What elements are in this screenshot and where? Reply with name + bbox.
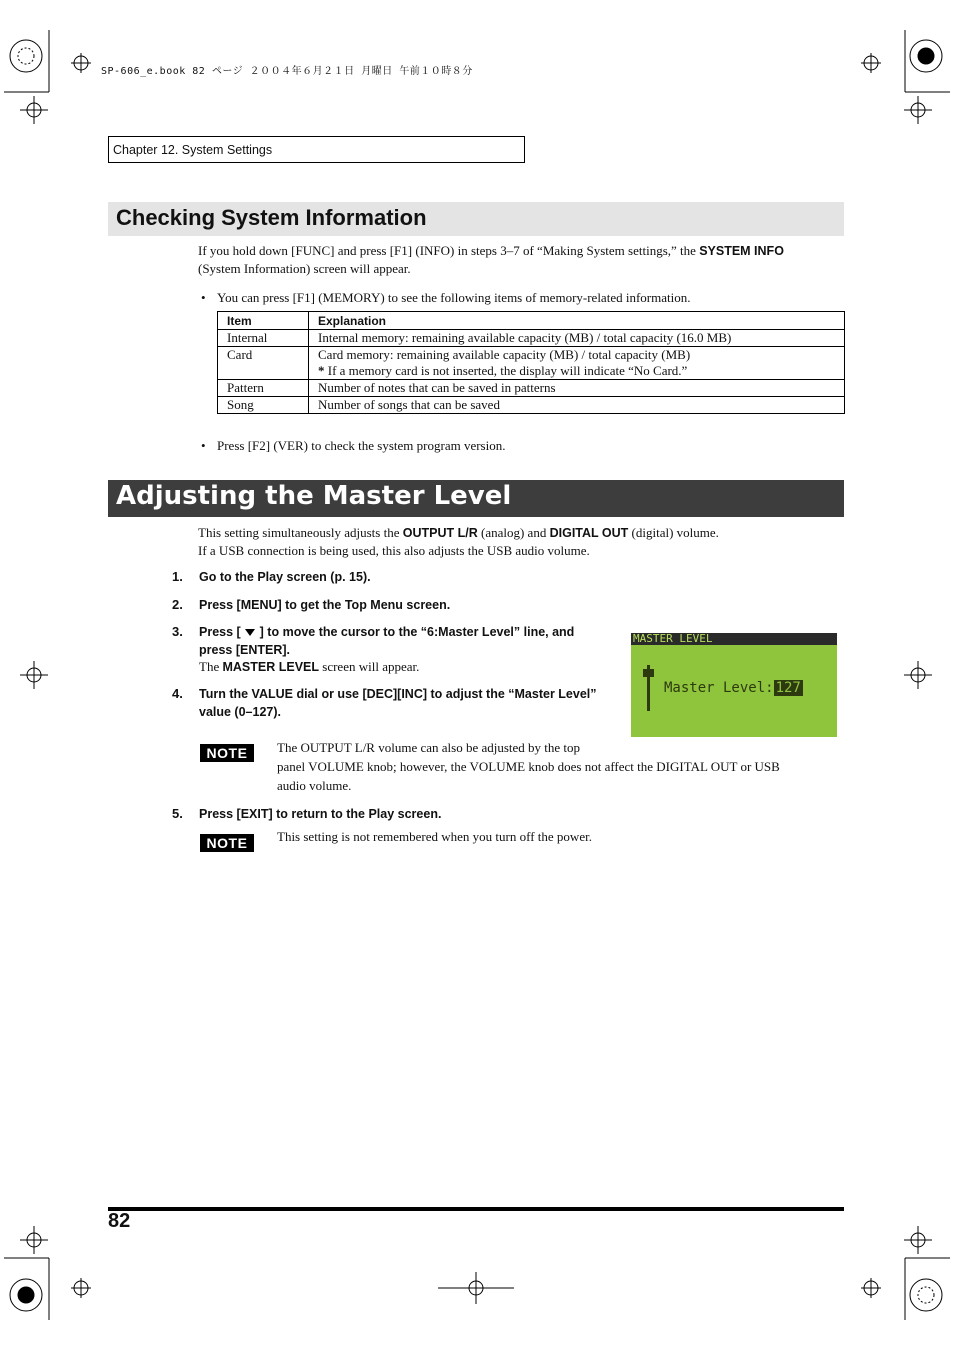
section1-intro bbox=[198, 242, 838, 278]
level-slider-icon bbox=[643, 663, 655, 713]
bullet-memory: • You can press [F1] (MEMORY) to see the following items of memory-related information. bbox=[201, 290, 691, 305]
note-badge: NOTE bbox=[200, 744, 254, 762]
note-text: This setting is not remembered when you turn off the power. bbox=[277, 829, 592, 844]
step-text: Turn the VALUE dial or use [DEC][INC] to adjust the “Master Level” value (0–127). bbox=[199, 687, 597, 719]
intro-text: If you hold down [FUNC] and press [F1] (INFO) in steps 3–7 of “Making System settings,” the bbox=[198, 243, 700, 258]
down-arrow-icon bbox=[244, 628, 256, 637]
step-number: 2. bbox=[172, 597, 183, 612]
step-subtext: The MASTER LEVEL screen will appear. bbox=[199, 659, 420, 674]
registration-mark-icon bbox=[910, 1279, 942, 1311]
section2-intro: This setting simultaneously adjusts the OUTPUT L/R (analog) and DIGITAL OUT (digital) volume. If a USB connection is being used, this also adjusts the USB audio volume. bbox=[198, 525, 719, 558]
lcd-master-level-value: 127 bbox=[775, 680, 801, 696]
table-header: Item bbox=[218, 312, 309, 330]
note-badge: NOTE bbox=[200, 834, 254, 852]
table-row: Song Number of songs that can be saved bbox=[218, 397, 845, 414]
table-row: Internal Internal memory: remaining available capacity (MB) / total capacity (16.0 MB) bbox=[218, 330, 845, 347]
table-row: Pattern Number of notes that can be saved in patterns bbox=[218, 380, 845, 397]
section-heading-system-info: Checking System Information bbox=[108, 202, 844, 236]
footer-rule bbox=[108, 1207, 844, 1211]
step-text: Press [MENU] to get the Top Menu screen. bbox=[199, 598, 451, 612]
master-level-lcd-screen bbox=[631, 633, 837, 737]
lcd-title: MASTER LEVEL bbox=[631, 633, 837, 645]
step-number: 1. bbox=[172, 569, 183, 584]
lcd-master-level: Master Level: 127 bbox=[664, 680, 801, 696]
intro-text-2: (System Information) screen will appear. bbox=[198, 261, 411, 276]
print-header: SP-606_e.book 82 ページ ２００４年６月２１日 月曜日 午前１０時８分 bbox=[101, 66, 473, 77]
step-text: Press [EXIT] to return to the Play screen. bbox=[199, 807, 442, 821]
table-header: Explanation bbox=[309, 312, 845, 330]
intro-bold: SYSTEM INFO bbox=[699, 244, 784, 258]
memory-info-table bbox=[217, 311, 845, 414]
bullet-version: • Press [F2] (VER) to check the system program version. bbox=[201, 438, 506, 453]
table-row: Card Card memory: remaining available capacity (MB) / total capacity (MB) * If a memory card is not inserted, the display will indicate “No Card.” bbox=[218, 347, 845, 380]
step-number: 5. bbox=[172, 806, 183, 821]
table-header-row bbox=[218, 312, 845, 330]
note-text: The OUTPUT L/R volume can also be adjusted by the top panel VOLUME knob; however, the VOLUME knob does not affect the DIGITAL OUT or USB audio volume. bbox=[277, 740, 780, 793]
page-number: 82 bbox=[108, 1210, 131, 1232]
registration-mark-icon bbox=[10, 40, 42, 72]
step-number: 4. bbox=[172, 686, 183, 701]
step-text: Press [ ] to move the cursor to the “6:Master Level” line, and press [ENTER]. bbox=[199, 625, 575, 657]
step-text: Go to the Play screen (p. 15). bbox=[199, 570, 371, 584]
chapter-label: Chapter 12. System Settings bbox=[108, 136, 525, 163]
step-number: 3. bbox=[172, 624, 183, 639]
section-heading-master-level: Adjusting the Master Level bbox=[108, 480, 844, 517]
